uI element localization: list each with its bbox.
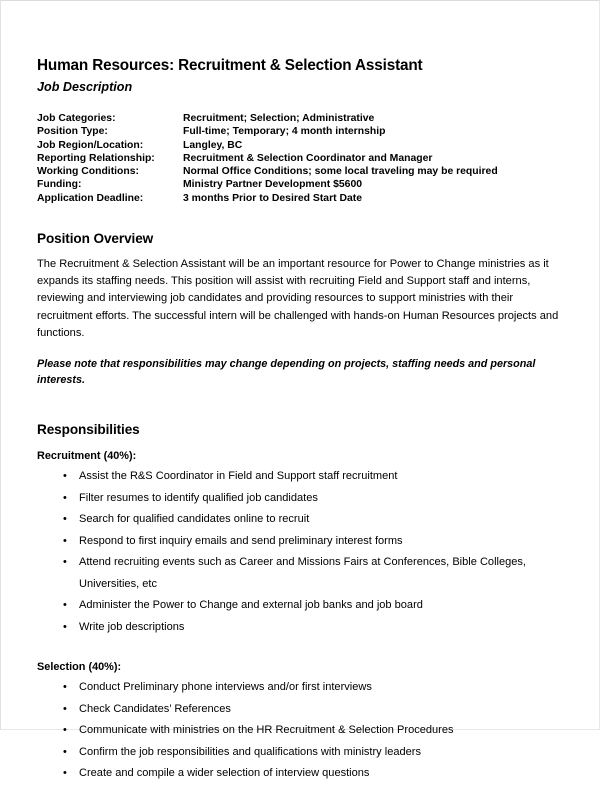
list-item: [37, 677, 567, 699]
meta-label: Funding:: [37, 179, 82, 191]
sub-heading-selection: Selection (40%):: [37, 661, 122, 674]
list-item-label: Confirm the job responsibilities and qualifications with ministry leaders: [79, 745, 421, 758]
sub-heading-recruitment: Recruitment (40%):: [37, 450, 137, 463]
bullet-icon: •: [63, 702, 67, 715]
table-row: [37, 139, 498, 152]
list-item-label: Check Candidates’ References: [79, 702, 231, 715]
bullet-icon: •: [63, 599, 67, 612]
meta-value: 3 months Prior to Desired Start Date: [183, 192, 362, 204]
list-item-label: Filter resumes to identify qualified job candidates: [79, 491, 318, 504]
list-item-label: Assist the R&S Coordinator in Field and Support staff recruitment: [79, 470, 398, 483]
page-title: Human Resources: Recruitment & Selection Assistant: [37, 57, 423, 74]
list-item-label: Conduct Preliminary phone interviews and/or first interviews: [79, 681, 372, 694]
job-meta-body: [37, 112, 498, 205]
meta-label: Application Deadline:: [37, 192, 144, 204]
bullet-icon: •: [63, 556, 67, 569]
table-row: [37, 112, 498, 125]
bullet-icon: •: [63, 767, 67, 780]
list-item: [37, 531, 567, 553]
meta-label: Working Conditions:: [37, 166, 139, 178]
bullet-icon: •: [63, 724, 67, 737]
list-item-label: Create and compile a wider selection of interview questions: [79, 767, 370, 780]
recruitment-bullet-list: [37, 466, 567, 638]
list-item: [37, 763, 567, 785]
bullet-icon: •: [63, 491, 67, 504]
selection-bullet-list: [37, 677, 567, 785]
meta-label: Job Region/Location:: [37, 139, 144, 151]
list-item: [37, 466, 567, 488]
table-row: [37, 152, 498, 165]
position-overview-paragraph: The Recruitment & Selection Assistant will be an important resource for Power to Change ministries as it expands its staffing needs. This position will assist with recruiting Field and Support staff and interns, reviewing and interviewing job candidates and providing resources to support ministries with their recruitment efforts. The successful intern will be challenged with hands-on Human Resources projects and functions.: [37, 258, 559, 339]
list-item-label: Respond to first inquiry emails and send preliminary interest forms: [79, 534, 403, 547]
list-item: [37, 509, 567, 531]
list-item-label: Communicate with ministries on the HR Recruitment & Selection Procedures: [79, 724, 454, 737]
table-row: [37, 125, 498, 138]
table-row: [37, 178, 498, 191]
meta-value: Langley, BC: [183, 139, 243, 151]
list-item: [37, 595, 567, 617]
table-row: [37, 165, 498, 178]
meta-value: Recruitment & Selection Coordinator and Manager: [183, 152, 433, 164]
meta-label: Position Type:: [37, 126, 108, 138]
meta-value: Recruitment; Selection; Administrative: [183, 113, 375, 124]
meta-value: Ministry Partner Development $5600: [183, 179, 363, 191]
list-item-label: Search for qualified candidates online to recruit: [79, 513, 310, 526]
meta-value: Full-time; Temporary; 4 month internship: [183, 126, 386, 138]
bullet-icon: •: [63, 745, 67, 758]
list-item: [37, 742, 567, 764]
list-item: [37, 488, 567, 510]
list-item: [37, 699, 567, 721]
meta-value: Normal Office Conditions; some local traveling may be required: [183, 166, 498, 178]
bullet-icon: •: [63, 513, 67, 526]
list-item: [37, 617, 567, 639]
table-row: [37, 192, 498, 205]
list-item-label: Write job descriptions: [79, 620, 185, 633]
section-heading-responsibilities: Responsibilities: [37, 422, 140, 438]
list-item: [37, 552, 567, 595]
page-subtitle: Job Description: [37, 80, 133, 94]
section-heading-position-overview: Position Overview: [37, 231, 154, 247]
bullet-icon: •: [63, 681, 67, 694]
list-item: [37, 720, 567, 742]
job-meta-table: [37, 112, 498, 205]
list-item-label: Attend recruiting events such as Career and Missions Fairs at Conferences, Bible Colleges, Universities, etc: [79, 556, 526, 590]
meta-label: Job Categories:: [37, 113, 116, 124]
bullet-icon: •: [63, 620, 67, 633]
meta-label: Reporting Relationship:: [37, 152, 155, 164]
bullet-icon: •: [63, 470, 67, 483]
document-content: [37, 56, 567, 785]
position-overview-note: Please note that responsibilities may change depending on projects, staffing needs and personal interests.: [37, 358, 536, 387]
list-item-label: Administer the Power to Change and external job banks and job board: [79, 599, 423, 612]
bullet-icon: •: [63, 534, 67, 547]
